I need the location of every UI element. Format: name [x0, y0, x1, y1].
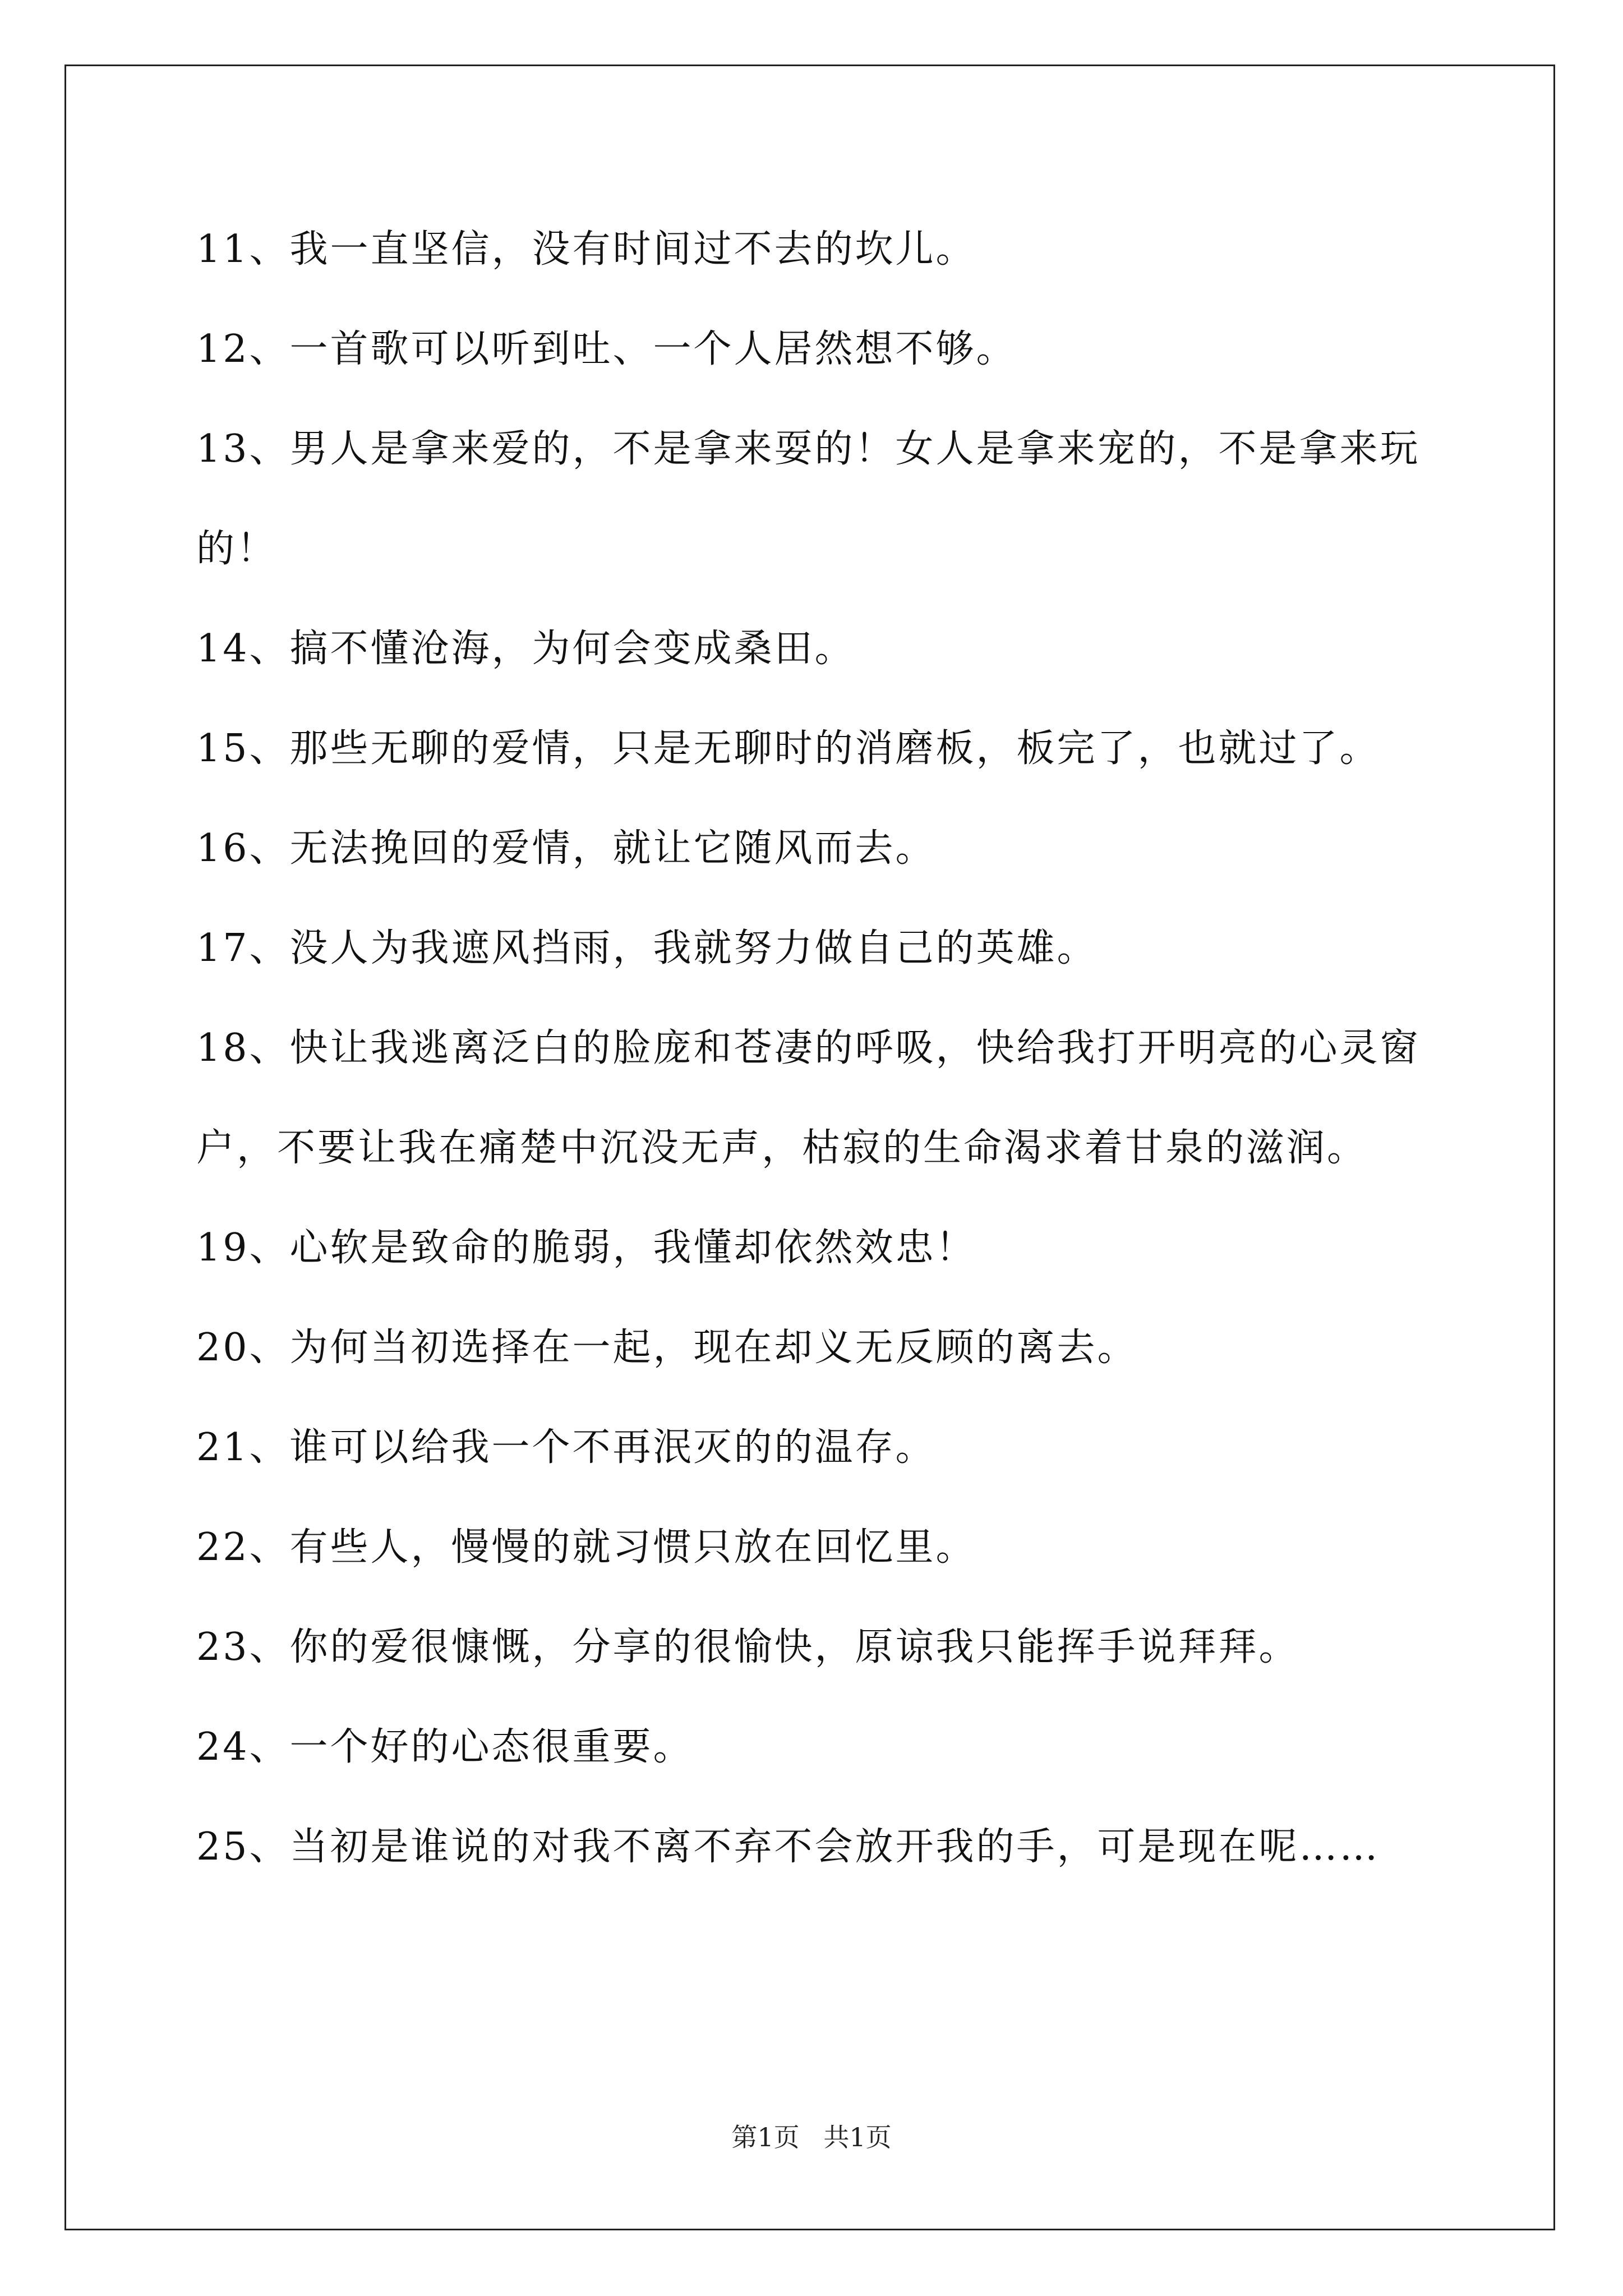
text-line: 户，不要让我在痛楚中沉没无声，枯寂的生命渴求着甘泉的滋润。 — [196, 1126, 1368, 1170]
text-line: 24、一个好的心态很重要。 — [196, 1725, 694, 1769]
text-line: 16、无法挽回的爱情，就让它随风而去。 — [196, 826, 936, 871]
text-line: 25、当初是谁说的对我不离不弃不会放开我的手，可是现在呢…… — [196, 1825, 1380, 1869]
text-line: 18、快让我逃离泛白的脸庞和苍凄的呼吸，快给我打开明亮的心灵窗 — [196, 1026, 1421, 1070]
text-line: 13、男人是拿来爱的，不是拿来耍的！女人是拿来宠的，不是拿来玩 — [196, 427, 1421, 471]
text-line: 23、你的爱很慷慨，分享的很愉快，原谅我只能挥手说拜拜。 — [196, 1625, 1299, 1669]
text-line: 21、谁可以给我一个不再泯灭的的温存。 — [196, 1425, 936, 1470]
text-line: 11、我一直坚信，没有时间过不去的坎儿。 — [196, 227, 976, 272]
page-number: 第1页 — [731, 2122, 800, 2152]
text-line: 的！ — [196, 527, 278, 571]
text-line: 20、为何当初选择在一起，现在却义无反顾的离去。 — [196, 1326, 1138, 1370]
page-footer — [0, 2120, 1623, 2154]
text-line: 15、那些无聊的爱情，只是无聊时的消磨板，板完了，也就过了。 — [196, 726, 1380, 771]
text-line: 14、搞不懂沧海，为何会变成桑田。 — [196, 627, 855, 671]
text-line: 19、心软是致命的脆弱，我懂却依然效忠！ — [196, 1226, 976, 1270]
text-line: 17、没人为我遮风挡雨，我就努力做自己的英雄。 — [196, 926, 1098, 970]
page-total: 共1页 — [823, 2122, 892, 2152]
text-line: 22、有些人，慢慢的就习惯只放在回忆里。 — [196, 1525, 976, 1570]
text-line: 12、一首歌可以听到吐、一个人居然想不够。 — [196, 327, 1017, 371]
